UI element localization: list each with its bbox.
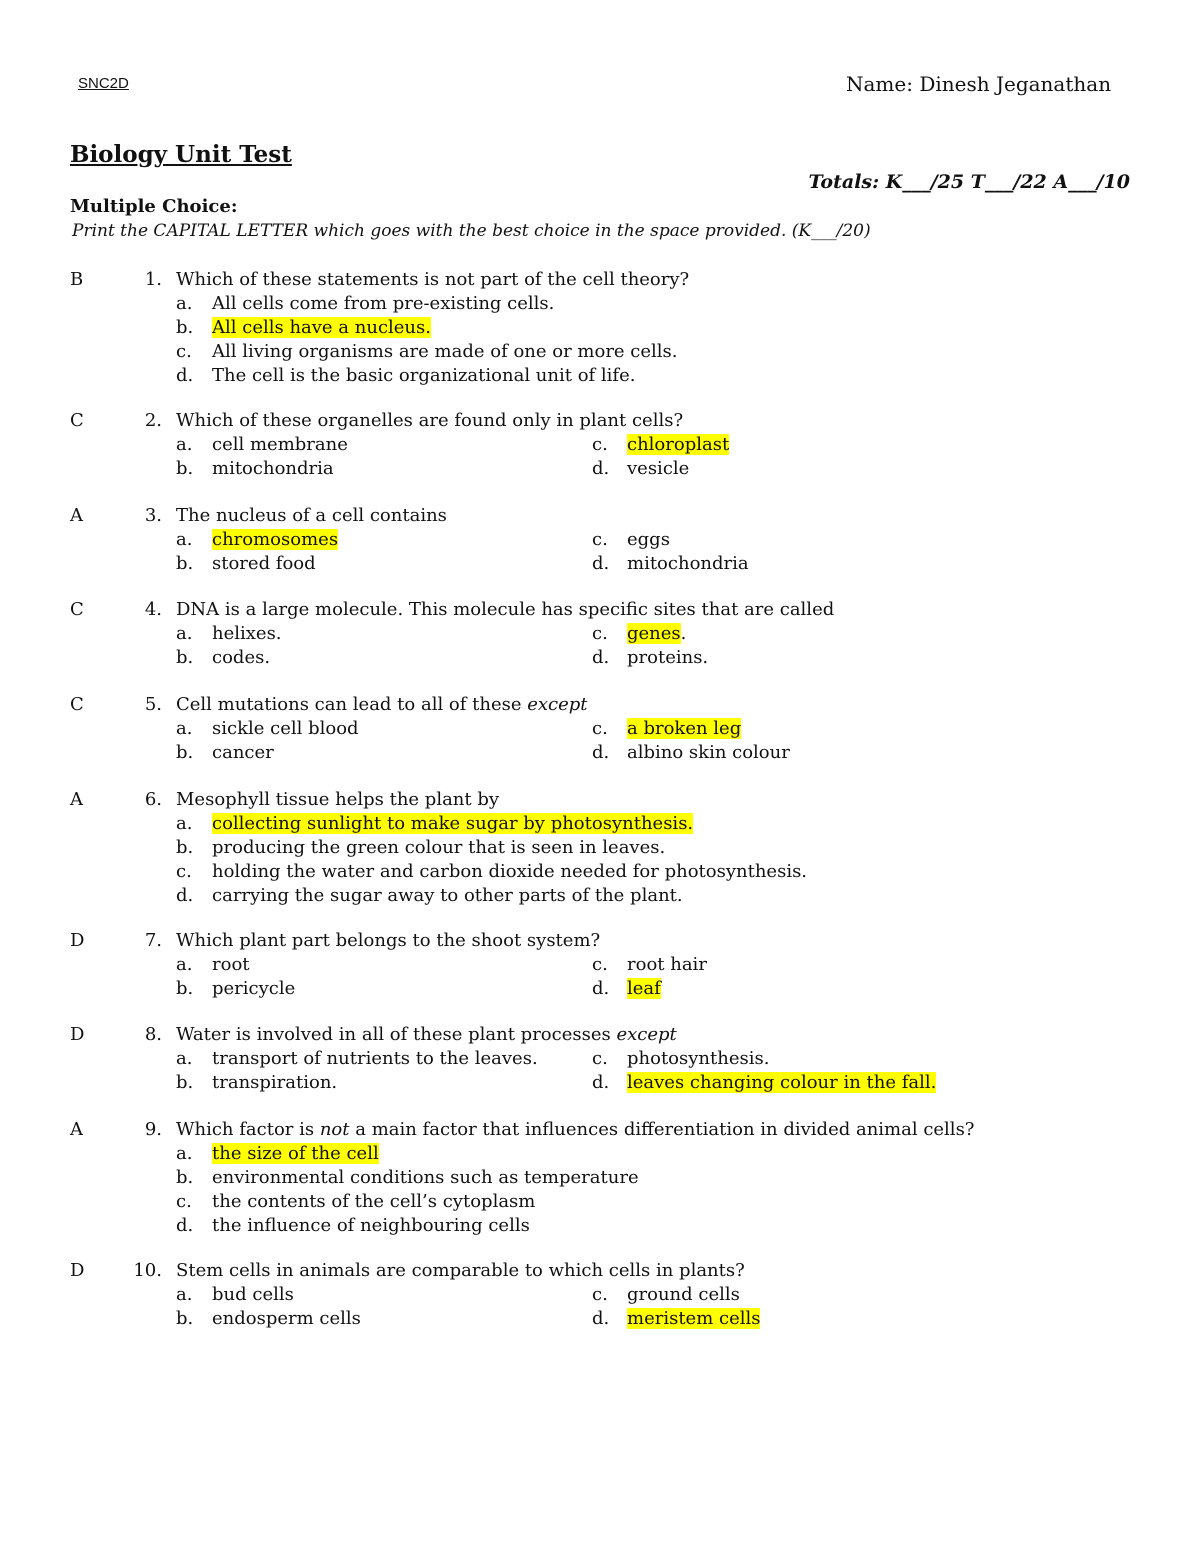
question-stem bbox=[176, 599, 834, 620]
option-letter: d. bbox=[592, 647, 610, 668]
stem-text: Water is involved in all of these plant processes bbox=[176, 1024, 617, 1045]
option bbox=[627, 1284, 740, 1305]
option-letter: d. bbox=[176, 885, 194, 906]
stem-emphasis: not bbox=[319, 1119, 350, 1140]
option-letter: a. bbox=[176, 623, 193, 644]
option-letter: c. bbox=[176, 861, 192, 882]
option-text: albino skin colour bbox=[627, 742, 790, 763]
option bbox=[212, 623, 282, 644]
highlighted-answer-text: leaves changing colour in the fall. bbox=[627, 1072, 937, 1093]
option-text: The cell is the basic organizational unit of life. bbox=[212, 365, 636, 386]
question-number: 8. bbox=[144, 1024, 162, 1045]
stem-text: Stem cells in animals are comparable to which cells in plants? bbox=[176, 1260, 745, 1281]
option bbox=[627, 458, 689, 479]
option-letter: b. bbox=[176, 317, 194, 338]
option-text: ground cells bbox=[627, 1284, 740, 1305]
student-name: Name: Dinesh Jeganathan bbox=[846, 72, 1112, 96]
option bbox=[212, 293, 554, 314]
score-totals: Totals: K___/25 T___/22 A___/10 bbox=[808, 171, 1130, 193]
option-letter: b. bbox=[176, 647, 194, 668]
option bbox=[627, 434, 729, 455]
answer-letter: C bbox=[70, 410, 84, 431]
stem-emphasis: except bbox=[527, 694, 588, 715]
question-stem bbox=[176, 789, 499, 810]
answer-letter: C bbox=[70, 599, 84, 620]
option-letter: a. bbox=[176, 954, 193, 975]
option-letter: d. bbox=[176, 365, 194, 386]
option-suffix: . bbox=[680, 623, 687, 644]
question-stem bbox=[176, 1260, 745, 1281]
option bbox=[212, 1143, 379, 1164]
option-letter: d. bbox=[592, 1308, 610, 1329]
option bbox=[627, 978, 661, 999]
answer-letter: D bbox=[70, 1024, 85, 1045]
option-text: producing the green colour that is seen in leaves. bbox=[212, 837, 666, 858]
highlighted-answer-text: collecting sunlight to make sugar by photosynthesis. bbox=[212, 813, 694, 834]
section-instructions: Print the CAPITAL LETTER which goes with the best choice in the space provided. (K___/20) bbox=[72, 221, 871, 241]
option-letter: c. bbox=[176, 341, 192, 362]
option-letter: a. bbox=[176, 1048, 193, 1069]
option bbox=[212, 529, 338, 550]
highlighted-answer-text: genes bbox=[627, 623, 681, 644]
option bbox=[212, 647, 270, 668]
option bbox=[212, 317, 431, 338]
option-text: helixes. bbox=[212, 623, 282, 644]
option bbox=[212, 341, 678, 362]
option bbox=[212, 1284, 294, 1305]
option-letter: c. bbox=[592, 1048, 608, 1069]
option-text: pericycle bbox=[212, 978, 296, 999]
option-letter: b. bbox=[176, 837, 194, 858]
option-letter: b. bbox=[176, 1167, 194, 1188]
option-text: mitochondria bbox=[212, 458, 334, 479]
question-stem bbox=[176, 269, 689, 290]
option bbox=[212, 365, 635, 386]
option-letter: c. bbox=[592, 434, 608, 455]
answer-letter: A bbox=[70, 1119, 83, 1140]
option-letter: a. bbox=[176, 813, 193, 834]
highlighted-answer-text: All cells have a nucleus. bbox=[212, 317, 431, 338]
option bbox=[212, 813, 693, 834]
option-letter: d. bbox=[592, 742, 610, 763]
stem-text: Which of these organelles are found only in plant cells? bbox=[176, 410, 684, 431]
option-letter: b. bbox=[176, 978, 194, 999]
option bbox=[212, 718, 359, 739]
stem-text: Which of these statements is not part of the cell theory? bbox=[176, 269, 690, 290]
question-stem bbox=[176, 505, 447, 526]
question-number: 6. bbox=[144, 789, 162, 810]
option-text: carrying the sugar away to other parts of the plant. bbox=[212, 885, 683, 906]
option-letter: d. bbox=[592, 1072, 610, 1093]
course-code: SNC2D bbox=[78, 75, 129, 92]
option bbox=[212, 978, 295, 999]
question-stem bbox=[176, 694, 588, 715]
option bbox=[212, 1215, 530, 1236]
option bbox=[627, 954, 707, 975]
question-stem bbox=[176, 1119, 974, 1140]
stem-emphasis: except bbox=[616, 1024, 677, 1045]
option bbox=[627, 742, 790, 763]
option bbox=[627, 718, 741, 739]
option-letter: c. bbox=[592, 1284, 608, 1305]
option bbox=[627, 623, 686, 644]
option bbox=[627, 1048, 769, 1069]
option-letter: b. bbox=[176, 458, 194, 479]
option-letter: c. bbox=[176, 1191, 192, 1212]
option bbox=[212, 434, 348, 455]
option-letter: c. bbox=[592, 954, 608, 975]
option-text: mitochondria bbox=[627, 553, 749, 574]
question-number: 2. bbox=[144, 410, 162, 431]
option-text: root hair bbox=[627, 954, 707, 975]
option bbox=[212, 1167, 639, 1188]
answer-letter: C bbox=[70, 694, 84, 715]
option-letter: d. bbox=[592, 458, 610, 479]
option-text: stored food bbox=[212, 553, 316, 574]
question-number: 5. bbox=[144, 694, 162, 715]
option-letter: a. bbox=[176, 1143, 193, 1164]
stem-text: Which factor is bbox=[176, 1119, 320, 1140]
option bbox=[212, 553, 316, 574]
option-text: transpiration. bbox=[212, 1072, 338, 1093]
option-text: endosperm cells bbox=[212, 1308, 361, 1329]
option bbox=[627, 647, 708, 668]
option-text: cell membrane bbox=[212, 434, 348, 455]
question-number: 4. bbox=[144, 599, 162, 620]
option-text: All living organisms are made of one or more cells. bbox=[212, 341, 678, 362]
option-text: environmental conditions such as temperature bbox=[212, 1167, 639, 1188]
option-text: vesicle bbox=[627, 458, 690, 479]
option-text: photosynthesis. bbox=[627, 1048, 770, 1069]
question-stem bbox=[176, 930, 600, 951]
option-text: All cells come from pre-existing cells. bbox=[212, 293, 555, 314]
option-text: the contents of the cell’s cytoplasm bbox=[212, 1191, 536, 1212]
option-letter: a. bbox=[176, 529, 193, 550]
question-number: 9. bbox=[144, 1119, 162, 1140]
option-text: bud cells bbox=[212, 1284, 294, 1305]
answer-letter: B bbox=[70, 269, 84, 290]
option bbox=[212, 458, 334, 479]
option-letter: b. bbox=[176, 1072, 194, 1093]
option-letter: c. bbox=[592, 718, 608, 739]
option-letter: c. bbox=[592, 623, 608, 644]
answer-letter: D bbox=[70, 1260, 85, 1281]
option bbox=[212, 885, 683, 906]
option-text: sickle cell blood bbox=[212, 718, 359, 739]
option-text: codes. bbox=[212, 647, 271, 668]
option-letter: a. bbox=[176, 718, 193, 739]
highlighted-answer-text: leaf bbox=[627, 978, 661, 999]
question-number: 1. bbox=[144, 269, 162, 290]
highlighted-answer-text: chloroplast bbox=[627, 434, 730, 455]
option-text: holding the water and carbon dioxide needed for photosynthesis. bbox=[212, 861, 808, 882]
highlighted-answer-text: the size of the cell bbox=[212, 1143, 379, 1164]
option bbox=[212, 1072, 337, 1093]
section-heading: Multiple Choice: bbox=[70, 196, 238, 217]
option-text: the influence of neighbouring cells bbox=[212, 1215, 530, 1236]
option-text: transport of nutrients to the leaves. bbox=[212, 1048, 538, 1069]
highlighted-answer-text: a broken leg bbox=[627, 718, 742, 739]
option-letter: b. bbox=[176, 553, 194, 574]
option-letter: a. bbox=[176, 1284, 193, 1305]
option-letter: b. bbox=[176, 1308, 194, 1329]
stem-text: DNA is a large molecule. This molecule has specific sites that are called bbox=[176, 599, 835, 620]
option-letter: b. bbox=[176, 742, 194, 763]
answer-letter: D bbox=[70, 930, 85, 951]
option-text: cancer bbox=[212, 742, 274, 763]
stem-text: The nucleus of a cell contains bbox=[176, 505, 447, 526]
option bbox=[627, 529, 670, 550]
option bbox=[627, 553, 749, 574]
option-text: root bbox=[212, 954, 250, 975]
question-stem bbox=[176, 410, 683, 431]
option-letter: a. bbox=[176, 434, 193, 455]
option-letter: d. bbox=[592, 978, 610, 999]
answer-letter: A bbox=[70, 505, 83, 526]
question-number: 7. bbox=[144, 930, 162, 951]
option-text: proteins. bbox=[627, 647, 709, 668]
option bbox=[212, 861, 807, 882]
stem-text: Mesophyll tissue helps the plant by bbox=[176, 789, 500, 810]
question-number: 3. bbox=[144, 505, 162, 526]
option bbox=[212, 742, 274, 763]
option bbox=[212, 954, 250, 975]
highlighted-answer-text: meristem cells bbox=[627, 1308, 761, 1329]
highlighted-answer-text: chromosomes bbox=[212, 529, 339, 550]
option bbox=[212, 1191, 535, 1212]
answer-letter: A bbox=[70, 789, 83, 810]
option bbox=[212, 837, 665, 858]
stem-text: a main factor that influences differentiation in divided animal cells? bbox=[349, 1119, 975, 1140]
option-letter: a. bbox=[176, 293, 193, 314]
option-letter: c. bbox=[592, 529, 608, 550]
option bbox=[212, 1308, 361, 1329]
stem-text: Cell mutations can lead to all of these bbox=[176, 694, 528, 715]
option bbox=[627, 1308, 760, 1329]
option-letter: d. bbox=[592, 553, 610, 574]
option-letter: d. bbox=[176, 1215, 194, 1236]
option-text: eggs bbox=[627, 529, 670, 550]
question-number: 10. bbox=[133, 1260, 162, 1281]
stem-text: Which plant part belongs to the shoot system? bbox=[176, 930, 601, 951]
question-stem bbox=[176, 1024, 677, 1045]
test-title: Biology Unit Test bbox=[70, 141, 292, 168]
option bbox=[627, 1072, 936, 1093]
option bbox=[212, 1048, 538, 1069]
